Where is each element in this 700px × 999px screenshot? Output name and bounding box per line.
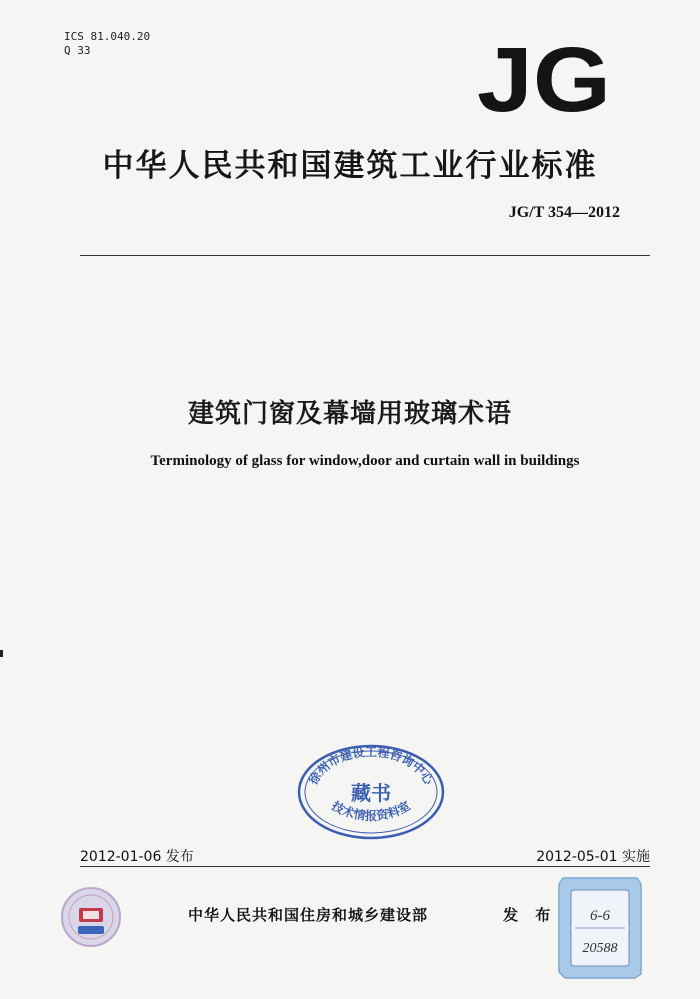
jg-logo-text: JG — [477, 44, 611, 114]
classification-codes — [64, 30, 150, 58]
implementation-date: 2012-05-01 实施 — [536, 849, 650, 865]
standard-number: JG/T 354—2012 — [508, 204, 620, 221]
issue-date: 2012-01-06 发布 — [80, 849, 194, 865]
stamp-top-text: 徐州市建设工程咨询中心 — [306, 745, 436, 787]
ccs-code: Q 33 — [64, 44, 91, 57]
scan-mark — [0, 650, 3, 657]
anti-counterfeit-seal-icon — [60, 886, 122, 948]
standard-organization: 中华人民共和国建筑工业行业标准 — [102, 148, 598, 184]
title-english: Terminology of glass for window,door and curtain wall in buildings — [150, 453, 580, 469]
library-stamp — [296, 740, 446, 840]
jg-logo — [476, 44, 612, 114]
footer-divider — [80, 866, 650, 867]
publisher-name: 中华人民共和国住房和城乡建设部 — [188, 906, 429, 924]
stamp-bottom-text: 技术情报资料室 — [329, 798, 413, 823]
tag-line-2: 20588 — [582, 941, 618, 956]
header-divider — [80, 255, 650, 256]
publish-label: 发 布 — [503, 906, 557, 924]
title-chinese: 建筑门窗及幕墙用玻璃术语 — [187, 399, 512, 429]
tag-line-1: 6-6 — [590, 908, 610, 924]
stamp-center-text: 藏书 — [351, 781, 391, 805]
ics-code: ICS 81.040.20 — [64, 30, 151, 43]
archive-tag — [557, 876, 643, 980]
